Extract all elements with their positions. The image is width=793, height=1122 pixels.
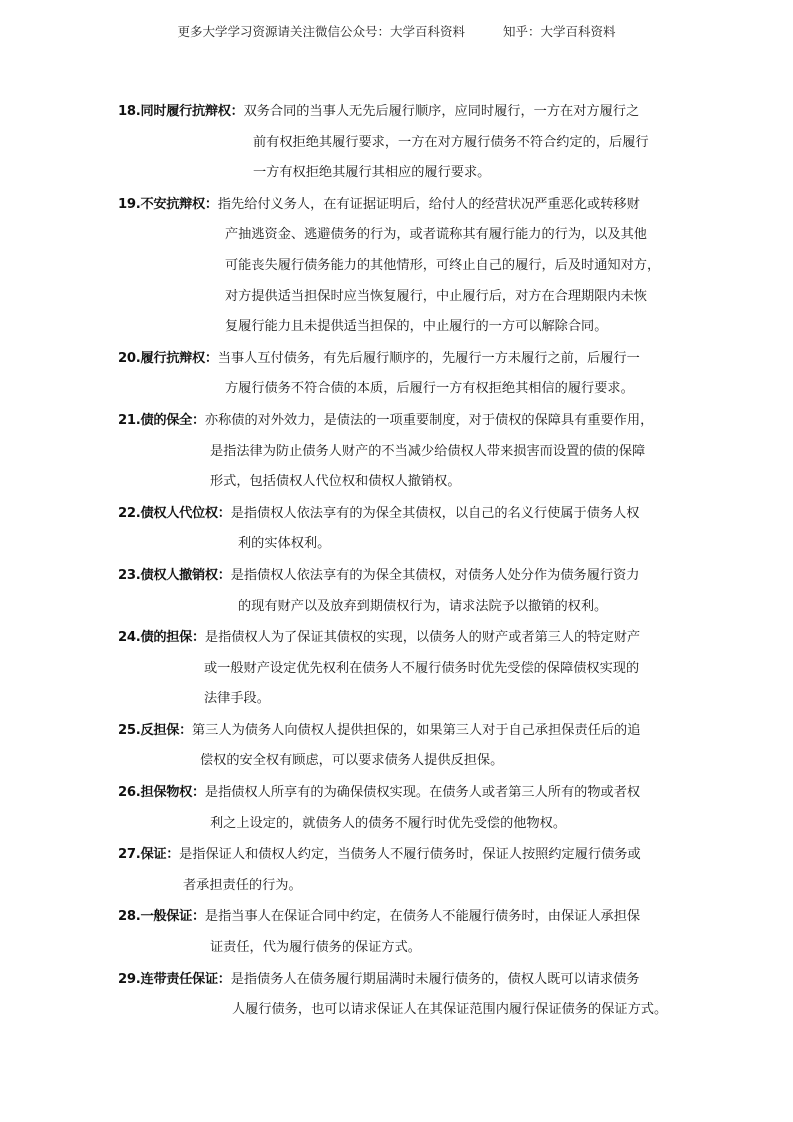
entry-term: 18.同时履行抗辩权： <box>118 104 244 119</box>
entry-term: 28.一般保证： <box>118 909 205 925</box>
entry-first-line <box>118 623 676 654</box>
entry-definition-line: 形式，包括债权人代位权和债权人撤销权。 <box>210 474 461 490</box>
glossary-entry <box>118 965 676 1026</box>
entry-definition-line: 指先给付义务人，在有证据证明后，给付人的经营状况严重恶化或转移财 <box>217 196 640 212</box>
entry-term: 23.债权人撤销权： <box>118 567 231 583</box>
entry-first-line <box>118 716 676 747</box>
entry-definition-line: 利的实体权利。 <box>238 536 331 552</box>
entry-definition-line: 是指法律为防止债务人财产的不当减少给债权人带来损害而设置的债的保障 <box>210 443 646 459</box>
entry-definition-line: 偿权的安全权有顾虑，可以要求债务人提供反担保。 <box>200 753 504 769</box>
glossary-entry <box>118 840 676 901</box>
glossary-entry <box>118 778 676 839</box>
entry-first-line <box>118 778 676 809</box>
entry-definition-line: 可能丧失履行债务能力的其他情形，可终止自己的履行，后及时通知对方， <box>225 257 661 273</box>
entry-definition-line: 证责任，代为履行债务的保证方式。 <box>210 940 421 956</box>
entry-term: 22.债权人代位权： <box>118 505 231 521</box>
entry-definition-line: 或一般财产设定优先权利在债务人不履行债务时优先受偿的保障债权实现的 <box>204 660 640 676</box>
entry-definition-line: 是指债权人所享有的为确保债权实现。在债务人或者第三人所有的物或者权 <box>204 785 641 801</box>
entry-definition-line: 对方提供适当担保时应当恢复履行，中止履行后，对方在合理期限内未恢 <box>225 288 647 304</box>
entry-term: 19.不安抗辩权： <box>118 196 218 212</box>
entry-definition-line: 的现有财产以及放弃到期债权行为，请求法院予以撤销的权利。 <box>238 598 608 614</box>
entry-definition-line: 者承担责任的行为。 <box>183 877 302 893</box>
entry-definition-line: 产抽逃资金、逃避债务的行为，或者谎称其有履行能力的行为，以及其他 <box>225 227 647 243</box>
glossary-entry <box>118 344 676 405</box>
entry-definition-line: 前有权拒绝其履行要求，一方在对方履行债务不符合约定的，后履行 <box>253 134 649 150</box>
glossary-entry <box>118 190 676 343</box>
entry-first-line <box>118 561 676 592</box>
glossary-entry <box>118 97 676 189</box>
entry-first-line <box>118 406 676 437</box>
entry-term: 26.担保物权： <box>118 785 205 801</box>
entry-first-line <box>118 499 676 530</box>
entry-first-line <box>118 344 676 375</box>
entry-term: 24.债的担保： <box>118 630 205 646</box>
entry-definition-line: 第三人为债务人向债权人提供担保的，如果第三人对于自己承担保责任后的追 <box>192 722 641 738</box>
glossary-entry <box>118 406 676 498</box>
entry-definition-line: 方履行债务不符合债的本质，后履行一方有权拒绝其相信的履行要求。 <box>225 381 634 397</box>
entry-term: 27.保证： <box>118 847 180 863</box>
entry-first-line <box>118 902 676 933</box>
entry-definition-line: 双务合同的当事人无先后履行顺序，应同时履行，一方在对方履行之 <box>243 104 640 119</box>
glossary-entry <box>118 902 676 963</box>
page-header <box>0 22 793 40</box>
entry-first-line <box>118 97 676 128</box>
entry-first-line <box>118 965 676 996</box>
entry-definition-line: 是指当事人在保证合同中约定，在债务人不能履行债务时，由保证人承担保 <box>204 909 641 925</box>
entry-definition-line: 法律手段。 <box>204 691 270 707</box>
entry-definition-line: 是指债权人依法享有的为保全其债权，以自己的名义行使属于债务人权 <box>230 505 640 521</box>
entry-first-line <box>118 840 676 871</box>
entry-term: 20.履行抗辩权： <box>118 350 218 366</box>
entry-definition-line: 是指债权人为了保证其债权的实现，以债务人的财产或者第三人的特定财产 <box>204 630 641 646</box>
entry-definition-line: 是指债权人依法享有的为保全其债权，对债务人处分作为债务履行资力 <box>230 567 640 583</box>
entry-definition-line: 人履行债务，也可以请求保证人在其保证范围内履行保证债务的保证方式。 <box>232 1002 668 1018</box>
entry-definition-line: 一方有权拒绝其履行其相应的履行要求。 <box>253 165 491 181</box>
entry-definition-line: 是指保证人和债权人约定，当债务人不履行债务时，保证人按照约定履行债务或 <box>179 847 641 863</box>
glossary-entry <box>118 499 676 560</box>
entry-term: 21.债的保全： <box>118 412 205 428</box>
entry-definition-line: 当事人互付债务，有先后履行顺序的，先履行一方未履行之前，后履行一 <box>217 350 640 366</box>
entry-definition-line: 是指债务人在债务履行期届满时未履行债务的，债权人既可以请求债务 <box>230 971 640 987</box>
entry-term: 29.连带责任保证： <box>118 971 231 987</box>
header-wechat-note: 更多大学学习资源请关注微信公众号：大学百科资料 <box>177 24 465 39</box>
entry-term: 25.反担保： <box>118 722 193 738</box>
glossary-list <box>118 97 676 1027</box>
glossary-entry <box>118 623 676 715</box>
entry-definition-line: 利之上设定的，就债务人的债务不履行时优先受偿的他物权。 <box>210 815 567 831</box>
entry-definition-line: 亦称债的对外效力，是债法的一项重要制度，对于债权的保障具有重要作用， <box>204 412 654 428</box>
header-zhihu-note: 知乎：大学百科资料 <box>503 24 616 39</box>
glossary-entry <box>118 561 676 622</box>
glossary-entry <box>118 716 676 777</box>
entry-definition-line: 复履行能力且未提供适当担保的，中止履行的一方可以解除合同。 <box>225 319 608 335</box>
entry-first-line <box>118 190 676 221</box>
